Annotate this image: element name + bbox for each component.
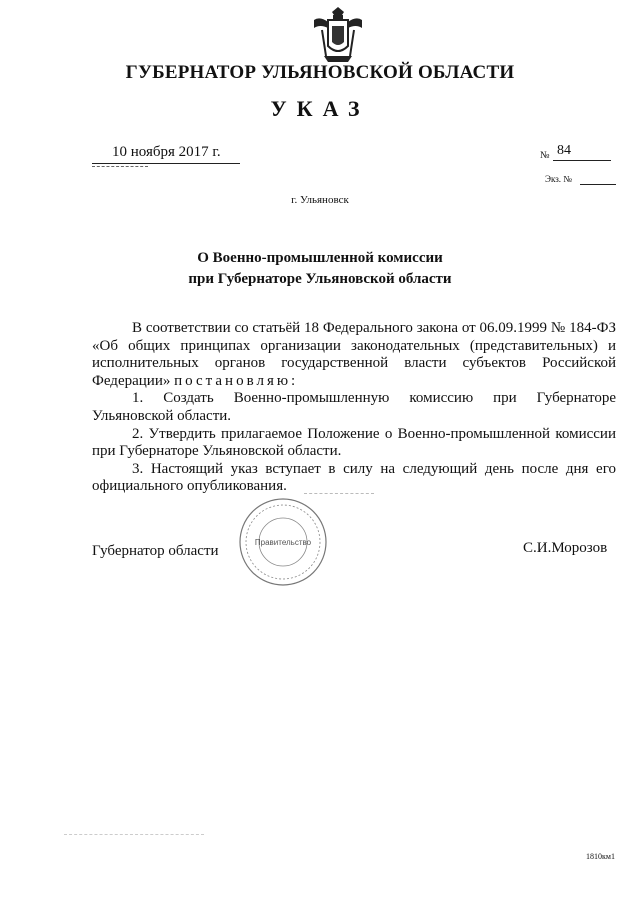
faint-scan-mark (304, 493, 374, 494)
number-label: № (540, 150, 550, 161)
footer-code: 1810км1 (586, 852, 615, 861)
date-underline (92, 163, 240, 164)
signer-position: Губернатор области (92, 543, 219, 559)
preamble-paragraph (92, 320, 616, 390)
number-underline (553, 160, 611, 161)
copy-number-label: Экз. № (545, 174, 572, 184)
document-date: 10 ноября 2017 г. (112, 144, 221, 160)
issuing-authority: ГУБЕРНАТОР УЛЬЯНОВСКОЙ ОБЛАСТИ (125, 62, 515, 83)
official-seal-stamp (237, 496, 329, 588)
copy-number-underline (580, 184, 616, 185)
document-number: 84 (557, 143, 571, 158)
clause-3: 3. Настоящий указ вступает в силу на следующий день после дня его официального опубликования. (92, 460, 616, 495)
document-type: УКАЗ (270, 96, 370, 121)
title-line-1: О Военно-промышленной комиссии (197, 250, 443, 266)
signer-name: С.И.Морозов (523, 540, 608, 556)
clause-1: 1. Создать Военно-промышленную комиссию при Губернаторе Ульяновской области. (92, 390, 616, 424)
document-title (0, 248, 640, 290)
svg-text:Правительство: Правительство (254, 538, 312, 547)
resolve-word: постановляю: (174, 372, 299, 389)
title-line-2: при Губернаторе Ульяновской области (188, 271, 452, 287)
coat-of-arms-emblem (302, 6, 374, 66)
issuing-city: г. Ульяновск (291, 194, 349, 206)
faint-footer-mark (64, 834, 204, 835)
date-underline-dashed (92, 166, 148, 167)
preamble-text: В соответствии со статьёй 18 Федерального закона от 06.09.1999 № 184-ФЗ «Об общих принципах организации законодательных (представительных) и исполнительных органов государственной власти субъектов Российской Федерации» (92, 320, 616, 389)
clause-2: 2. Утвердить прилагаемое Положение о Военно-промышленной комиссии при Губернаторе Ульяновской области. (92, 425, 616, 460)
document-body (92, 320, 616, 496)
